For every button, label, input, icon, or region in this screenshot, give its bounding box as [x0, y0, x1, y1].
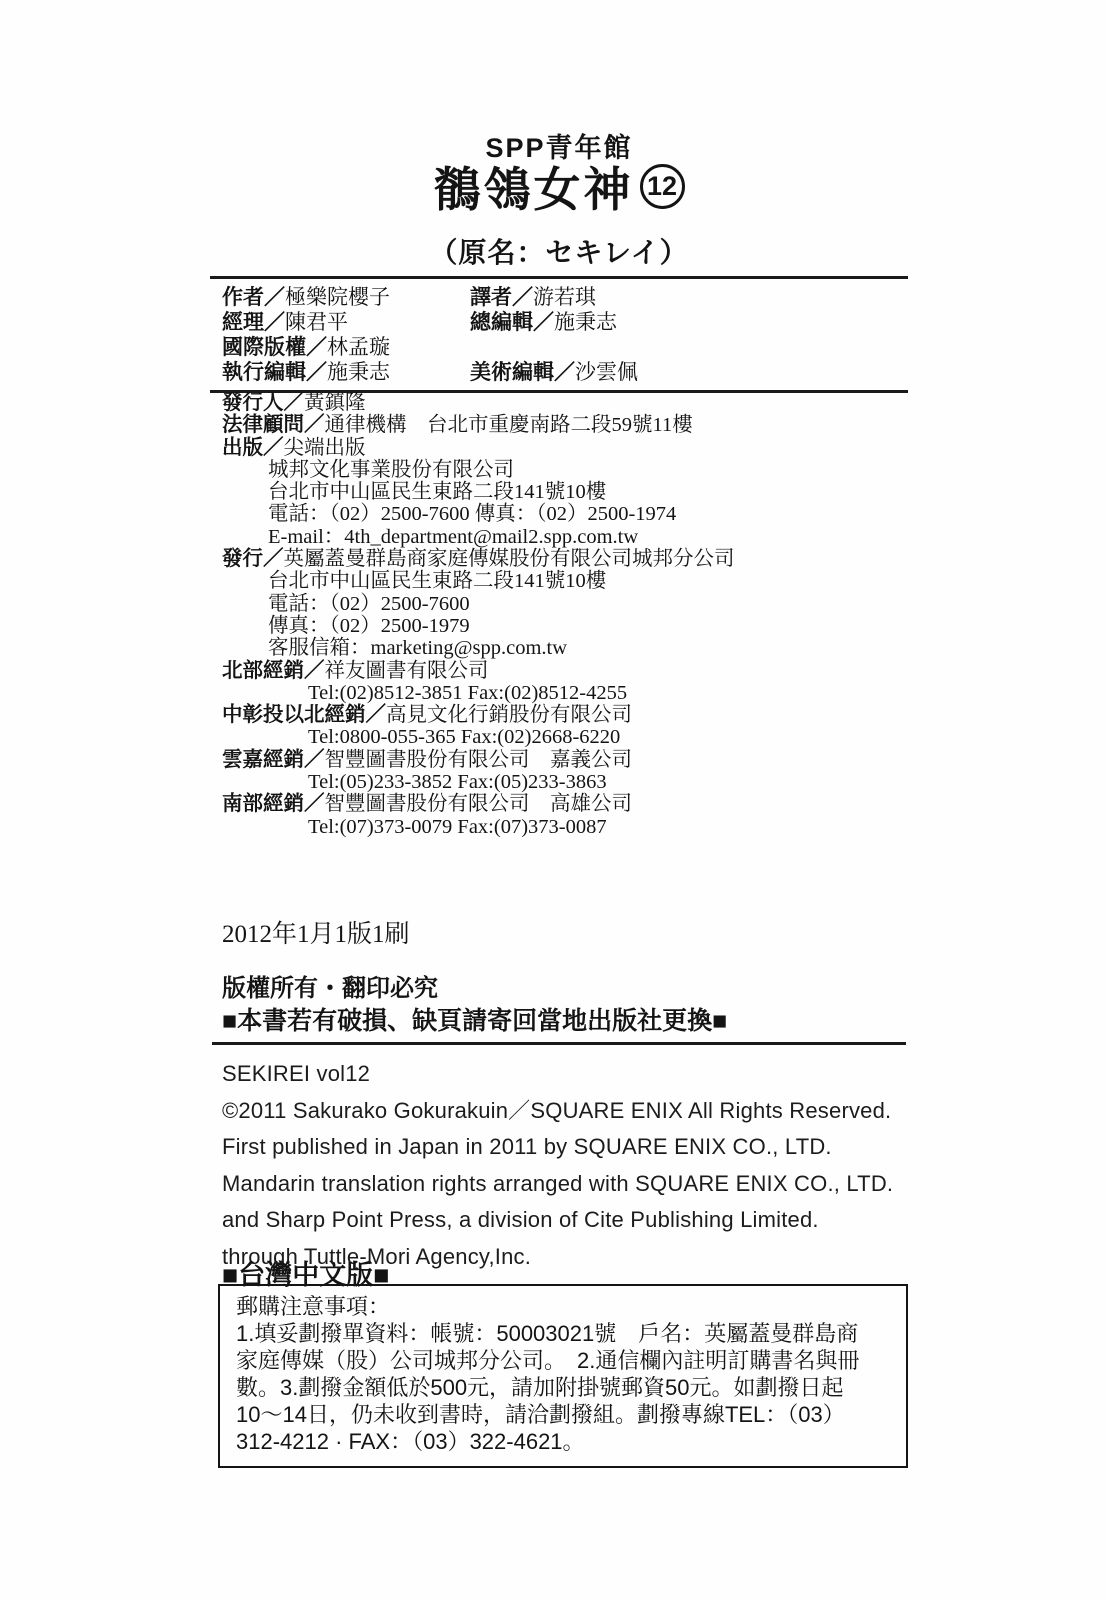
- colophon-line: [222, 570, 922, 592]
- colophon-line-text: 高見文化行銷股份有限公司: [386, 704, 632, 727]
- colophon-line-label: 發行／: [222, 547, 284, 571]
- english-copyright-block: [222, 1056, 922, 1275]
- colophon-line: [222, 526, 922, 548]
- colophon-line-text: Tel:0800-055-365 Fax:(02)2668-6220: [308, 726, 621, 749]
- english-copyright-line: through Tuttle-Mori Agency,Inc.: [222, 1243, 532, 1269]
- edition-date: 2012年1月1版1刷: [222, 921, 410, 948]
- credit-cell: [470, 335, 908, 360]
- credits-row: [222, 335, 908, 360]
- credit-cell: [222, 335, 470, 360]
- english-copyright-line: ©2011 Sakurako Gokurakuin／SQUARE ENIX All Rights Reserved.: [222, 1097, 892, 1123]
- credit-cell: [222, 285, 470, 310]
- colophon-line-text: 智豐圖書股份有限公司 嘉義公司: [324, 748, 632, 771]
- colophon-line: [222, 704, 922, 726]
- colophon-line-label: 北部經銷／: [222, 658, 325, 682]
- damage-replacement-notice: ■本書若有破損、缺頁請寄回當地出版社更換■: [222, 1007, 728, 1035]
- colophon-line-text: Tel:(05)233-3852 Fax:(05)233-3863: [308, 771, 607, 794]
- credit-role: 總編輯／: [470, 311, 554, 334]
- credits-row: [222, 360, 908, 385]
- credit-name: 陳君平: [285, 310, 348, 334]
- credit-role: 國際版權／: [222, 336, 327, 359]
- mail-order-line: 家庭傳媒（股）公司城邦分公司。 2.通信欄內註明訂購書名與冊: [236, 1347, 860, 1373]
- english-copyright-line: First published in Japan in 2011 by SQUARE ENIX CO., LTD.: [222, 1134, 832, 1159]
- imprint-label: SPP青年館: [485, 133, 633, 163]
- credit-role: 譯者／: [470, 286, 533, 309]
- colophon-line: [222, 816, 922, 838]
- colophon-line: [222, 481, 922, 503]
- colophon-line: [222, 392, 922, 414]
- credit-cell: [470, 285, 908, 310]
- credit-cell: [222, 310, 470, 335]
- credit-name: 游若琪: [533, 285, 596, 309]
- volume-badge: [640, 164, 685, 209]
- credit-name: 施秉志: [327, 360, 390, 384]
- publisher-info: [222, 392, 922, 838]
- colophon-line-text: 電話：（02）2500-7600 傳真：（02）2500-1974: [268, 503, 677, 526]
- colophon-line: [222, 459, 922, 481]
- english-copyright-line: and Sharp Point Press, a division of Cite Publishing Limited.: [222, 1207, 819, 1232]
- credit-role: 執行編輯／: [222, 361, 327, 384]
- colophon-line: [222, 615, 922, 637]
- colophon-line: [222, 749, 922, 771]
- colophon-line-text: E-mail：4th_department@mail2.spp.com.tw: [268, 525, 639, 548]
- mail-order-line: 郵購注意事項：: [236, 1294, 391, 1319]
- book-title: [210, 158, 908, 214]
- colophon-line-text: 城邦文化事業股份有限公司: [268, 458, 514, 481]
- credits-row: [222, 310, 908, 335]
- colophon-line-text: Tel:(02)8512-3851 Fax:(02)8512-4255: [308, 681, 628, 704]
- credit-cell: [470, 360, 908, 385]
- credit-name: 沙雲佩: [575, 360, 638, 384]
- colophon-line: [222, 414, 922, 436]
- colophon-line-text: 台北市中山區民生東路二段141號10樓: [268, 481, 607, 504]
- section-divider: [212, 1042, 906, 1045]
- colophon-line-text: 客服信箱：marketing@spp.com.tw: [268, 637, 568, 660]
- volume-number: 12: [646, 170, 678, 201]
- colophon-line-label: 南部經銷／: [222, 792, 325, 816]
- english-copyright-line: Mandarin translation rights arranged with SQUARE ENIX CO., LTD.: [222, 1170, 894, 1196]
- colophon-line-text: 電話：（02）2500-7600: [268, 592, 470, 615]
- colophon-line-text: 黃鎮隆: [304, 392, 366, 414]
- colophon-line: [222, 771, 922, 793]
- colophon-line: [222, 682, 922, 704]
- colophon-line-text: 英屬蓋曼群島商家庭傳媒股份有限公司城邦分公司: [283, 548, 735, 571]
- mail-order-notice-box: [218, 1284, 908, 1468]
- colophon-line-text: 智豐圖書股份有限公司 高雄公司: [324, 793, 632, 816]
- credit-cell: [470, 310, 908, 335]
- colophon-line-text: 傳真：（02）2500-1979: [268, 614, 470, 637]
- colophon-line: [222, 726, 922, 748]
- credit-name: 施秉志: [554, 310, 617, 334]
- colophon-line-text: 尖端出版: [283, 436, 366, 459]
- colophon-line: [222, 503, 922, 525]
- colophon-line: [222, 548, 922, 570]
- mail-order-line: 1.填妥劃撥單資料：帳號：50003021號 戶名：英屬蓋曼群島商: [236, 1320, 859, 1346]
- taiwan-edition-label: ■台灣中文版■: [222, 1260, 390, 1290]
- english-copyright-line: SEKIREI vol12: [222, 1061, 371, 1086]
- colophon-line-label: 中彰投以北經銷／: [222, 703, 386, 727]
- book-title-text: 鶺鴒女神: [433, 162, 634, 216]
- credit-name: 極樂院櫻子: [285, 285, 390, 309]
- colophon-line-label: 出版／: [222, 435, 284, 459]
- colophon-line-text: Tel:(07)373-0079 Fax:(07)373-0087: [308, 815, 607, 838]
- credit-name: 林孟璇: [327, 335, 390, 359]
- credits-table: [210, 276, 908, 393]
- original-title: （原名：セキレイ）: [429, 237, 689, 268]
- credit-role: 經理／: [222, 311, 285, 334]
- colophon-line-text: 通律機構 台北市重慶南路二段59號11樓: [324, 414, 693, 437]
- credit-cell: [222, 360, 470, 385]
- colophon-line: [222, 793, 922, 815]
- colophon-line: [222, 437, 922, 459]
- mail-order-line: 數。3.劃撥金額低於500元，請加附掛號郵資50元。如劃撥日起: [236, 1374, 844, 1400]
- copyright-notice: 版權所有・翻印必究: [222, 975, 438, 1002]
- colophon-line: [222, 660, 922, 682]
- colophon-line-label: 發行人／: [222, 391, 304, 414]
- credit-role: 作者／: [222, 286, 285, 309]
- colophon-line: [222, 637, 922, 659]
- colophon-line-label: 法律顧問／: [222, 413, 325, 437]
- credits-row: [222, 285, 908, 310]
- credit-role: 美術編輯／: [470, 361, 575, 384]
- mail-order-line: 312-4212 · FAX：（03）322-4621。: [236, 1428, 585, 1454]
- colophon-line: [222, 593, 922, 615]
- mail-order-line: 10～14日，仍未收到書時，請洽劃撥組。劃撥專線TEL：（03）: [236, 1401, 845, 1427]
- colophon-line-text: 台北市中山區民生東路二段141號10樓: [268, 570, 607, 593]
- colophon-line-text: 祥友圖書有限公司: [324, 659, 489, 682]
- colophon-line-label: 雲嘉經銷／: [222, 747, 325, 771]
